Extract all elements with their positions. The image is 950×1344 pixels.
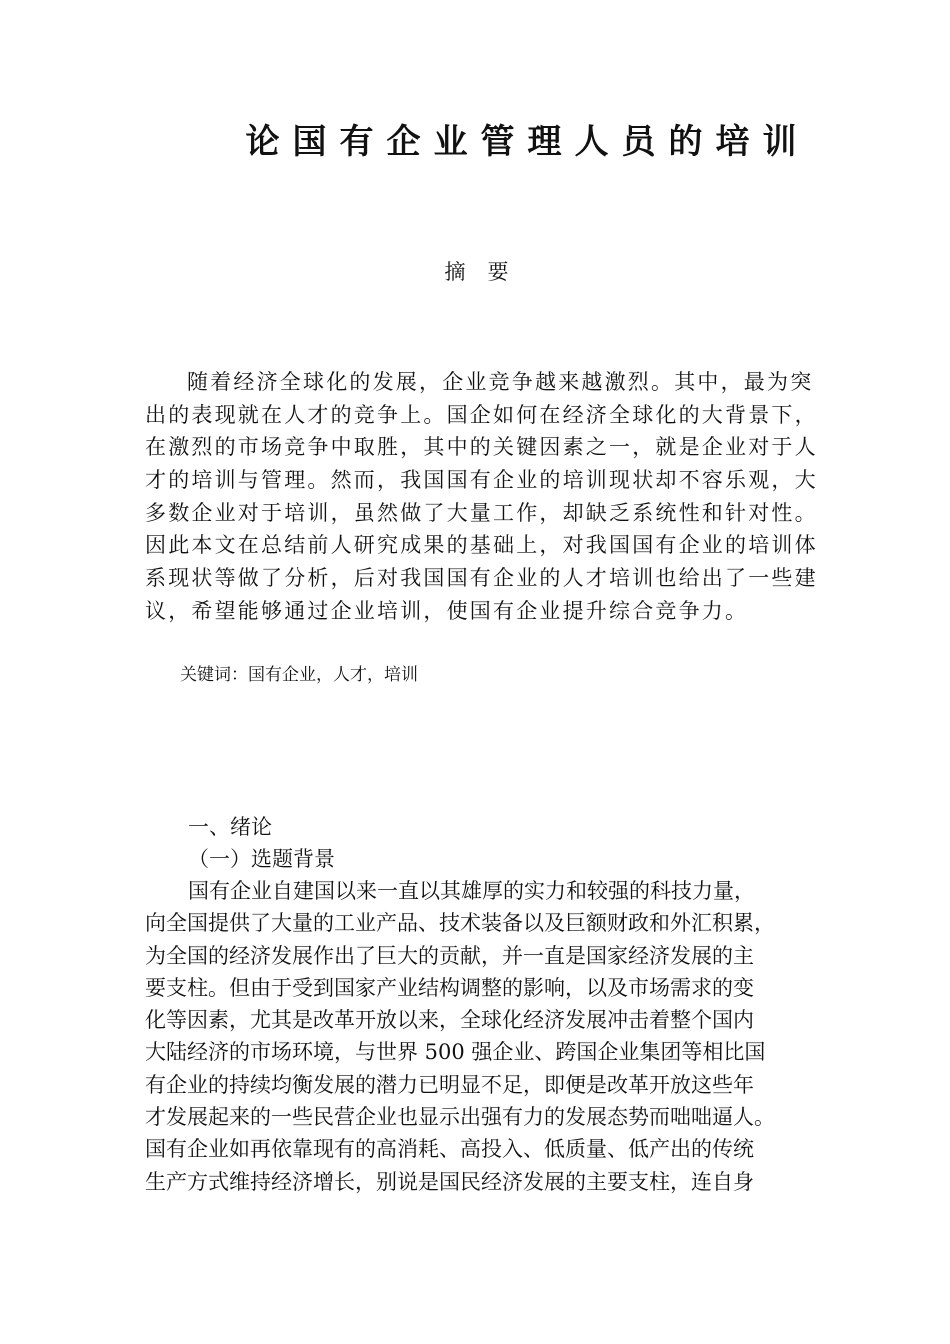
keywords: 关键词：国有企业，人才，培训 <box>180 665 418 685</box>
body-line: 为全国的经济发展作出了巨大的贡献，并一直是国家经济发展的主 <box>145 943 754 968</box>
body-line: 大陆经济的市场环境，与世界 500 强企业、跨国企业集团等相比国 <box>145 1040 766 1065</box>
body-line: 国有企业如再依靠现有的高消耗、高投入、低质量、低产出的传统 <box>145 1137 754 1162</box>
body-line: 要支柱。但由于受到国家产业结构调整的影响，以及市场需求的变 <box>145 975 754 1000</box>
body-line: 才发展起来的一些民营企业也显示出强有力的发展态势而咄咄逼人。 <box>145 1105 775 1130</box>
body-line: 国有企业自建国以来一直以其雄厚的实力和较强的科技力量， <box>188 879 755 903</box>
body-line: 向全国提供了大量的工业产品、技术装备以及巨额财政和外汇积累， <box>145 911 775 936</box>
section-body <box>145 875 835 1198</box>
abstract-line: 因此本文在总结前人研究成果的基础上，对我国国有企业的培训体 <box>145 533 818 558</box>
abstract-line: 出的表现就在人才的竞争上。国企如何在经济全球化的大背景下， <box>145 402 818 427</box>
abstract-body <box>145 366 825 628</box>
abstract-line: 才的培训与管理。然而，我国国有企业的培训现状却不容乐观，大 <box>145 468 818 493</box>
body-line: 有企业的持续均衡发展的潜力已明显不足，即便是改革开放这些年 <box>145 1072 754 1097</box>
document-title: 论国有企业管理人员的培训 <box>245 122 810 162</box>
abstract-line: 议，希望能够通过企业培训，使国有企业提升综合竞争力。 <box>145 598 749 623</box>
body-line: 生产方式维持经济增长，别说是国民经济发展的主要支柱，连自身 <box>145 1169 754 1194</box>
abstract-line: 多数企业对于培训，虽然做了大量工作，却缺乏系统性和针对性。 <box>145 500 818 525</box>
subsection-heading: （一）选题背景 <box>188 847 335 871</box>
abstract-line: 系现状等做了分析，后对我国国有企业的人才培训也给出了一些建 <box>145 566 818 591</box>
body-line: 化等因素，尤其是改革开放以来，全球化经济发展冲击着整个国内 <box>145 1008 754 1033</box>
abstract-line: 在激烈的市场竞争中取胜，其中的关键因素之一，就是企业对于人 <box>145 435 818 460</box>
abstract-heading: 摘要 <box>444 260 531 284</box>
section-heading: 一、绪论 <box>188 815 272 839</box>
abstract-line: 随着经济全球化的发展，企业竞争越来越激烈。其中，最为突 <box>187 370 814 394</box>
